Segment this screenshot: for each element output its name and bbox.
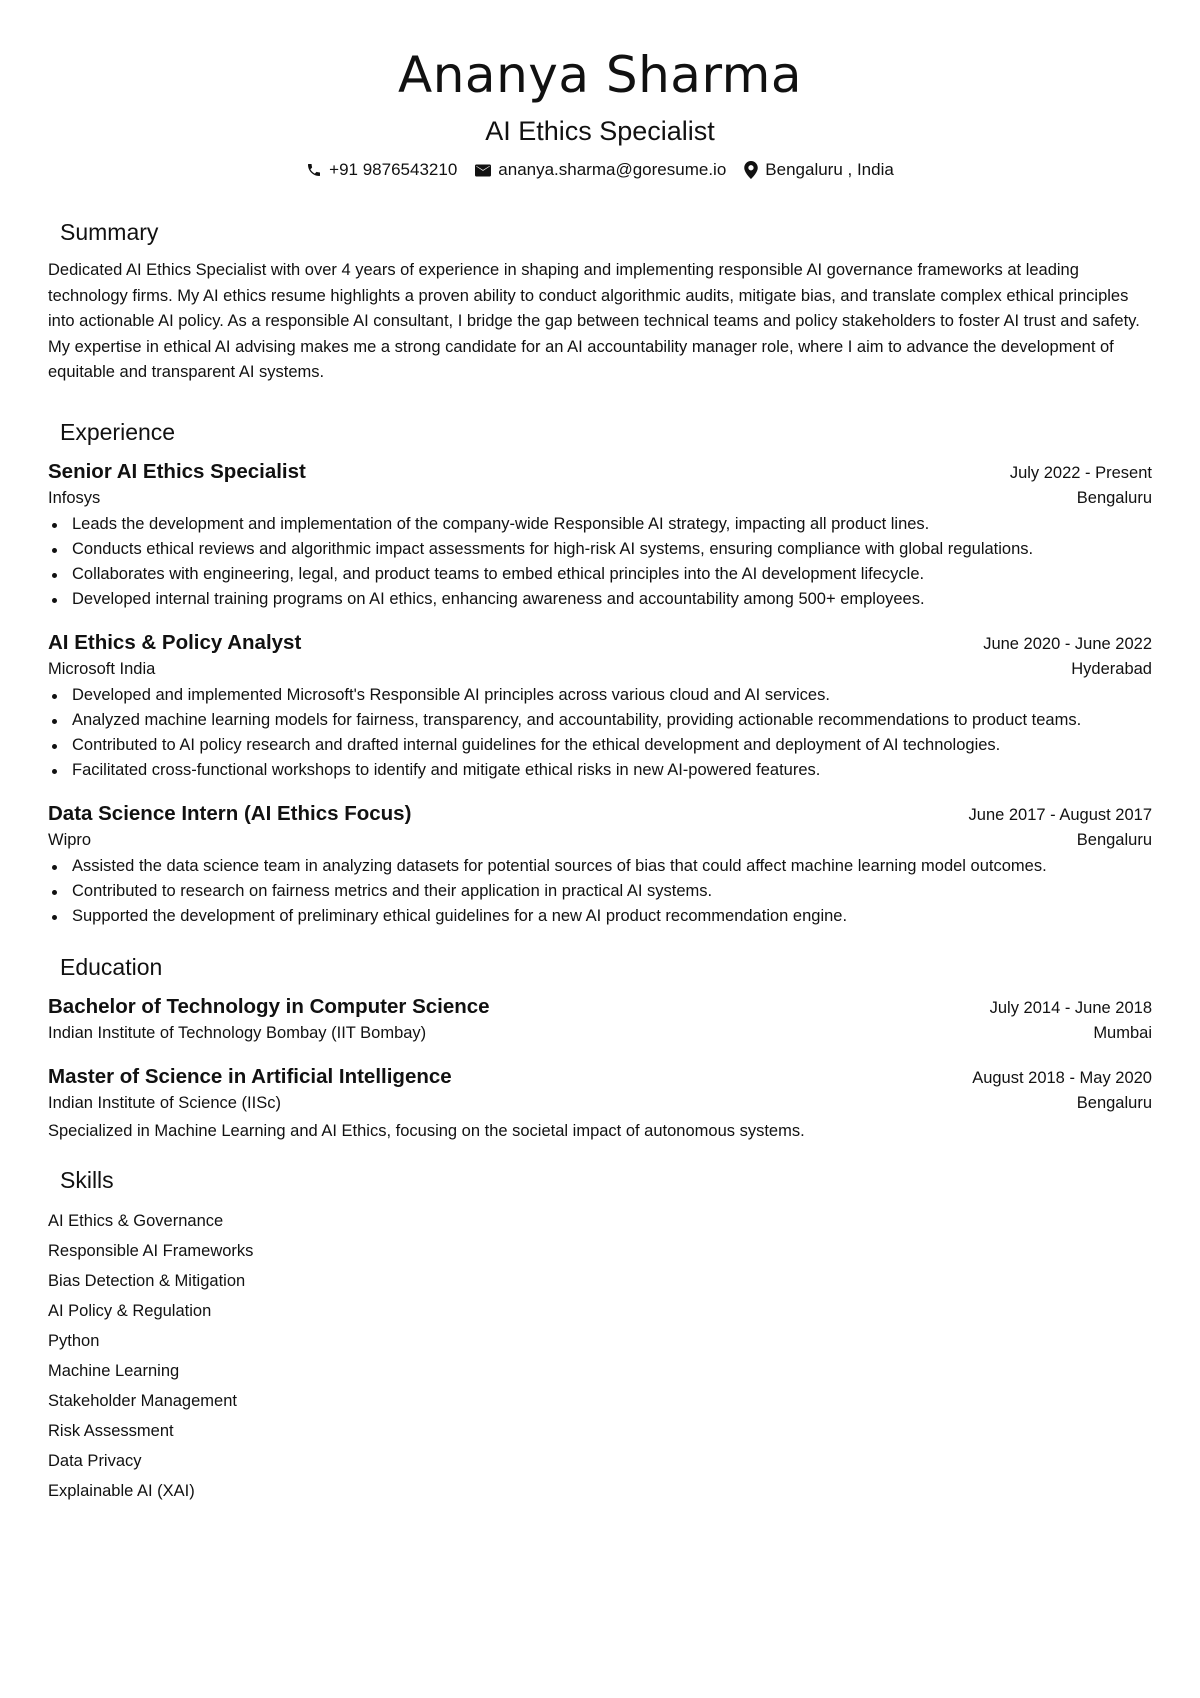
section-title-experience: Experience	[60, 418, 176, 445]
bullet-item: Developed internal training programs on AI ethics, enhancing awareness and accountability among 500+ employees.	[48, 587, 1152, 612]
school-location: Bengaluru	[1076, 1093, 1152, 1112]
company-name: Wipro	[48, 830, 92, 849]
skill-item: Machine Learning	[48, 1361, 180, 1380]
experience-section	[48, 416, 1152, 929]
company-name: Infosys	[48, 488, 101, 507]
location-text: Bengaluru , India	[765, 160, 894, 179]
envelope-icon	[475, 164, 491, 177]
phone-icon	[306, 162, 322, 178]
education-dates: July 2014 - June 2018	[989, 998, 1152, 1017]
job-bullets	[48, 683, 1152, 783]
map-pin-icon	[744, 161, 758, 179]
bullet-item: Contributed to AI policy research and drafted internal guidelines for the ethical development and deployment of AI technologies.	[48, 733, 1152, 758]
section-title-education: Education	[60, 953, 163, 980]
bullet-item: Leads the development and implementation of the company-wide Responsible AI strategy, impacting all product lines.	[48, 512, 1152, 537]
candidate-name: Ananya Sharma	[398, 46, 802, 104]
degree-title: Bachelor of Technology in Computer Science	[48, 994, 490, 1018]
job-title: Data Science Intern (AI Ethics Focus)	[48, 801, 412, 825]
company-name: Microsoft India	[48, 659, 156, 678]
summary-text: Dedicated AI Ethics Specialist with over 4 years of experience in shaping and implementing responsible AI governance frameworks at leading technology firms. My AI ethics resume highlights a proven ability to conduct algorithmic audits, mitigate bias, and translate complex ethical principles into actionable AI policy. As a responsible AI consultant, I bridge the gap between technical teams and policy stakeholders to foster AI trust and safety. My expertise in ethical AI advising makes me a strong candidate for an AI accountability manager role, where I aim to advance the development of equitable and transparent AI systems.	[48, 261, 1140, 382]
bullet-item: Collaborates with engineering, legal, and product teams to embed ethical principles into the AI development lifecycle.	[48, 562, 1152, 587]
education-entry	[48, 993, 1152, 1046]
education-description: Specialized in Machine Learning and AI Ethics, focusing on the societal impact of autonomous systems.	[48, 1121, 805, 1140]
job-title: Senior AI Ethics Specialist	[48, 459, 306, 483]
skill-item: Bias Detection & Mitigation	[48, 1271, 246, 1290]
experience-entry	[48, 458, 1152, 612]
bullet-item: Conducts ethical reviews and algorithmic impact assessments for high-risk AI systems, ensuring compliance with global regulations.	[48, 537, 1152, 562]
email-text: ananya.sharma@goresume.io	[498, 160, 727, 179]
section-title-summary: Summary	[60, 219, 159, 245]
bullet-item: Supported the development of preliminary ethical guidelines for a new AI product recommendation engine.	[48, 904, 1152, 929]
phone-text: +91 9876543210	[329, 160, 458, 179]
section-title-skills: Skills	[60, 1166, 114, 1193]
job-location: Bengaluru	[1076, 830, 1152, 849]
resume-header	[48, 0, 1152, 182]
skill-item: AI Policy & Regulation	[48, 1301, 212, 1320]
summary-section	[48, 216, 1152, 386]
skill-item: Risk Assessment	[48, 1421, 174, 1440]
job-title: AI Ethics & Policy Analyst	[48, 630, 302, 654]
contact-bar	[48, 158, 1152, 182]
skill-item: Stakeholder Management	[48, 1391, 237, 1410]
skill-item: Explainable AI (XAI)	[48, 1481, 195, 1500]
skills-list	[48, 1206, 1152, 1506]
bullet-item: Contributed to research on fairness metrics and their application in practical AI systems.	[48, 879, 1152, 904]
school-name: Indian Institute of Technology Bombay (IIT Bombay)	[48, 1023, 427, 1042]
skill-item: Data Privacy	[48, 1451, 142, 1470]
bullet-item: Developed and implemented Microsoft's Responsible AI principles across various cloud and AI services.	[48, 683, 1152, 708]
experience-entry	[48, 629, 1152, 783]
school-name: Indian Institute of Science (IISc)	[48, 1093, 281, 1112]
contact-email	[475, 158, 726, 182]
skills-section	[48, 1164, 1152, 1506]
job-bullets	[48, 854, 1152, 929]
education-entry	[48, 1063, 1152, 1144]
education-dates: August 2018 - May 2020	[972, 1068, 1152, 1087]
job-dates: June 2020 - June 2022	[983, 634, 1152, 653]
job-location: Bengaluru	[1076, 488, 1152, 507]
degree-title: Master of Science in Artificial Intelligence	[48, 1064, 452, 1088]
bullet-item: Analyzed machine learning models for fairness, transparency, and accountability, providing actionable recommendations to product teams.	[48, 708, 1152, 733]
job-dates: July 2022 - Present	[1009, 463, 1152, 482]
job-location: Hyderabad	[1071, 659, 1152, 678]
skill-item: Responsible AI Frameworks	[48, 1241, 254, 1260]
school-location: Mumbai	[1093, 1023, 1152, 1042]
candidate-role: AI Ethics Specialist	[485, 116, 715, 146]
skill-item: AI Ethics & Governance	[48, 1211, 224, 1230]
job-dates: June 2017 - August 2017	[968, 805, 1152, 824]
contact-location	[744, 158, 894, 182]
education-section	[48, 951, 1152, 1144]
bullet-item: Facilitated cross-functional workshops to identify and mitigate ethical risks in new AI-powered features.	[48, 758, 1152, 783]
skill-item: Python	[48, 1331, 100, 1350]
experience-entry	[48, 800, 1152, 929]
job-bullets	[48, 512, 1152, 612]
contact-phone	[306, 158, 457, 182]
bullet-item: Assisted the data science team in analyzing datasets for potential sources of bias that could affect machine learning model outcomes.	[48, 854, 1152, 879]
